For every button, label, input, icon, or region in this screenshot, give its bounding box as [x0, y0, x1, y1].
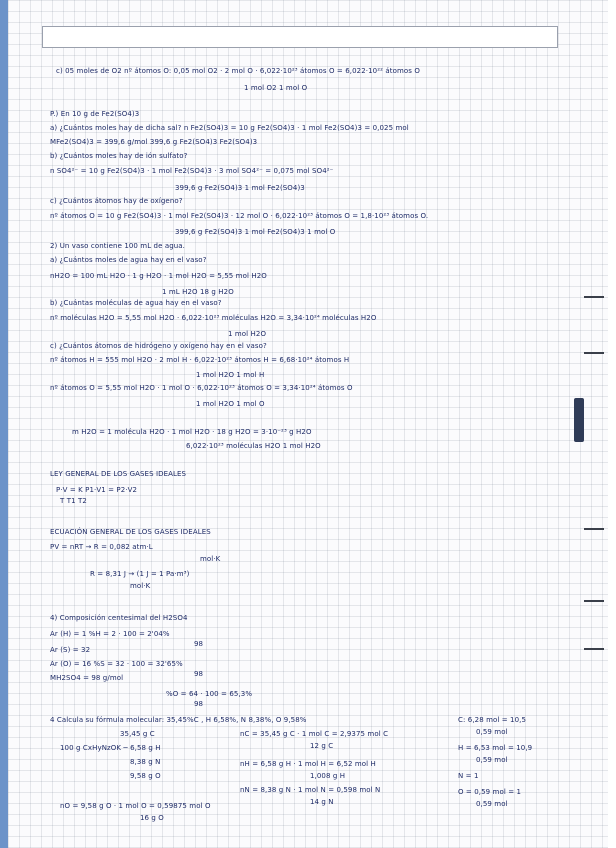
note-line: 1 mol O2 1 mol O	[244, 84, 308, 92]
note-line: 98	[194, 700, 204, 708]
note-line: Ar (H) = 1 %H = 2 · 100 = 2'04%	[50, 630, 170, 638]
note-line: nº átomos O = 5,55 mol H2O · 1 mol O · 6,022·10²³ átomos O = 3,34·10²⁴ átomos O	[50, 384, 353, 392]
note-line: 16 g O	[140, 814, 164, 822]
note-line: MH2SO4 = 98 g/mol	[50, 674, 124, 682]
note-line: a) ¿Cuántos moles hay de dicha sal? n Fe2(SO4)3 = 10 g Fe2(SO4)3 · 1 mol Fe2(SO4)3 = 0,025 mol	[50, 124, 409, 132]
edge-mark	[584, 600, 604, 602]
note-line: 100 g CxHyNzOK ─ 6,58 g H	[60, 744, 161, 752]
notebook-page	[8, 0, 608, 848]
note-line: c) ¿Cuántos átomos hay de oxígeno?	[50, 197, 183, 205]
note-line: c) 05 moles de O2 nº átomos O: 0,05 mol O2 · 2 mol O · 6,022·10²³ átomos O = 6,022·10²² átomos O	[56, 67, 420, 75]
header-box	[42, 26, 558, 48]
notebook-logo-icon	[574, 398, 584, 442]
note-line: b) ¿Cuántas moléculas de agua hay en el vaso?	[50, 299, 222, 307]
note-line: 9,58 g O	[130, 772, 161, 780]
note-line: Ar (S) = 32	[50, 646, 91, 654]
note-line: m H2O = 1 molécula H2O · 1 mol H2O · 18 g H2O = 3·10⁻²³ g H2O	[72, 428, 312, 436]
note-line: N = 1	[458, 772, 479, 780]
note-line: 14 g N	[310, 798, 334, 806]
note-line: R = 8,31 J → (1 J = 1 Pa·m³)	[90, 570, 190, 578]
edge-mark	[584, 352, 604, 354]
note-line: 98	[194, 670, 204, 678]
note-line: O = 0,59 mol = 1	[458, 788, 522, 796]
note-line: 1 mol H2O 1 mol O	[196, 400, 265, 408]
note-line: nº átomos H = 555 mol H2O · 2 mol H · 6,022·10²³ átomos H = 6,68·10²⁴ átomos H	[50, 356, 350, 364]
note-line: n SO4²⁻ = 10 g Fe2(SO4)3 · 1 mol Fe2(SO4)3 · 3 mol SO4²⁻ = 0,075 mol SO4²⁻	[50, 167, 334, 175]
note-line: H = 6,53 mol = 10,9	[458, 744, 533, 752]
edge-mark	[584, 296, 604, 298]
note-line: LEY GENERAL DE LOS GASES IDEALES	[50, 470, 187, 478]
note-line: nN = 8,38 g N · 1 mol N = 0,598 mol N	[240, 786, 381, 794]
note-line: 6,022·10²³ moléculas H2O 1 mol H2O	[186, 442, 321, 450]
note-line: ECUACIÓN GENERAL DE LOS GASES IDEALES	[50, 528, 211, 536]
note-line: 1,008 g H	[310, 772, 346, 780]
note-line: nº átomos O = 10 g Fe2(SO4)3 · 1 mol Fe2(SO4)3 · 12 mol O · 6,022·10²³ átomos O = 1,8·10²³ átomos O.	[50, 212, 429, 220]
note-line: 4 Calcula su fórmula molecular: 35,45%C , H 6,58%, N 8,38%, O 9,58%	[50, 716, 307, 724]
note-line: Ar (O) = 16 %S = 32 · 100 = 32'65%	[50, 660, 183, 668]
note-line: mol·K	[130, 582, 151, 590]
note-line: 12 g C	[310, 742, 334, 750]
note-line: 399,6 g Fe2(SO4)3 1 mol Fe2(SO4)3	[175, 184, 305, 192]
note-line: c) ¿Cuántos átomos de hidrógeno y oxígeno hay en el vaso?	[50, 342, 267, 350]
note-line: 0,59 mol	[476, 800, 508, 808]
note-line: 0,59 mol	[476, 756, 508, 764]
note-line: nC = 35,45 g C · 1 mol C = 2,9375 mol C	[240, 730, 389, 738]
note-line: 399,6 g Fe2(SO4)3 1 mol Fe2(SO4)3 1 mol O	[175, 228, 336, 236]
note-line: 0,59 mol	[476, 728, 508, 736]
note-line: nH = 6,58 g H · 1 mol H = 6,52 mol H	[240, 760, 376, 768]
note-line: P·V = K P1·V1 = P2·V2	[56, 486, 138, 494]
note-line: 98	[194, 640, 204, 648]
edge-mark	[584, 528, 604, 530]
note-line: T T1 T2	[60, 497, 87, 505]
note-line: 1 mL H2O 18 g H2O	[162, 288, 234, 296]
note-line: mol·K	[200, 555, 221, 563]
note-line: 4) Composición centesimal del H2SO4	[50, 614, 188, 622]
note-line: C: 6,28 mol = 10,5	[458, 716, 527, 724]
note-line: nº moléculas H2O = 5,55 mol H2O · 6,022·10²³ moléculas H2O = 3,34·10²⁴ moléculas H2O	[50, 314, 377, 322]
note-line: 8,38 g N	[130, 758, 161, 766]
note-line: 1 mol H2O	[228, 330, 267, 338]
note-line: 1 mol H2O 1 mol H	[196, 371, 265, 379]
note-line: nO = 9,58 g O · 1 mol O = 0,59875 mol O	[60, 802, 211, 810]
note-line: 35,45 g C	[120, 730, 155, 738]
edge-mark	[584, 648, 604, 650]
note-line: PV = nRT → R = 0,082 atm·L	[50, 543, 153, 551]
note-line: b) ¿Cuántos moles hay de ión sulfato?	[50, 152, 188, 160]
note-line: P.) En 10 g de Fe2(SO4)3	[50, 110, 140, 118]
note-line: %O = 64 · 100 = 65,3%	[166, 690, 253, 698]
note-line: 2) Un vaso contiene 100 mL de agua.	[50, 242, 186, 250]
note-line: a) ¿Cuántos moles de agua hay en el vaso?	[50, 256, 207, 264]
note-line: MFe2(SO4)3 = 399,6 g/mol 399,6 g Fe2(SO4)3 Fe2(SO4)3	[50, 138, 258, 146]
note-line: nH2O = 100 mL H2O · 1 g H2O · 1 mol H2O = 5,55 mol H2O	[50, 272, 267, 280]
